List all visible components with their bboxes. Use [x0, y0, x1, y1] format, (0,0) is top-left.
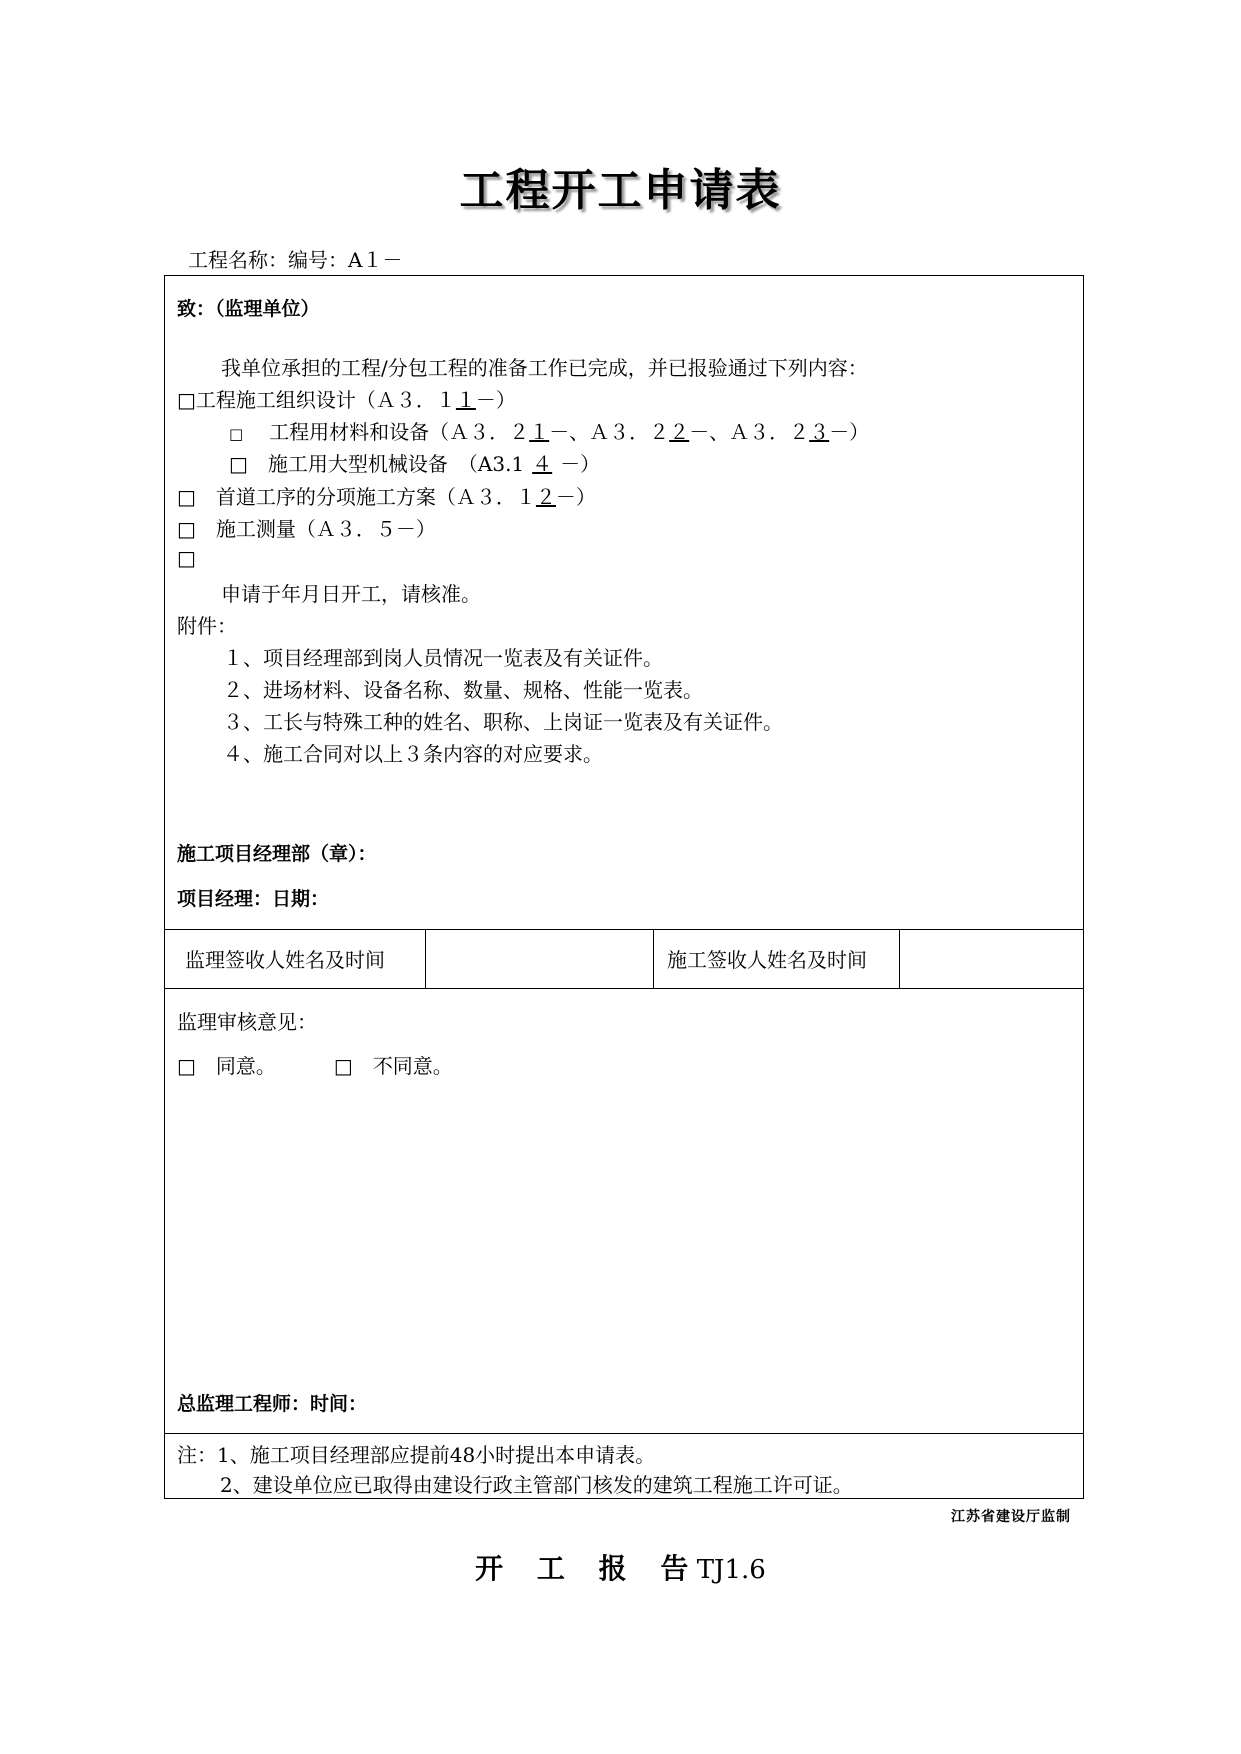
checklist-item: □ 首道工序的分项施工方案（Ａ３．１２－）	[177, 485, 596, 509]
manager-date: 项目经理：日期：	[177, 888, 330, 910]
divider	[165, 988, 1083, 989]
checkbox[interactable]: □	[229, 425, 244, 443]
checkbox[interactable]: □	[177, 546, 196, 570]
disagree-checkbox[interactable]: □	[333, 1054, 353, 1078]
attachment-item: ３、工长与特殊工种的姓名、职称、上岗证一览表及有关证件。	[223, 710, 783, 734]
intro-text: 我单位承担的工程/分包工程的准备工作已完成，并已报验通过下列内容：	[221, 356, 868, 380]
contractor-sign-label: 施工签收人姓名及时间	[667, 948, 867, 972]
addressee: 致：（监理单位）	[177, 298, 320, 320]
contractor-sign-field[interactable]	[899, 929, 1083, 988]
checklist-item: □ 工程用材料和设备（Ａ３．２１－、Ａ３．２２－、Ａ３．２３－）	[229, 420, 870, 444]
checklist-item: □ 施工用大型机械设备 （A3.1 ４ －）	[229, 452, 601, 476]
attachment-item: ４、施工合同对以上３条内容的对应要求。	[223, 742, 603, 766]
form-frame	[164, 275, 1084, 1499]
supervisor-sign-field[interactable]	[425, 929, 653, 988]
agree-checkbox[interactable]: □	[177, 1054, 196, 1078]
attachments-label: 附件：	[177, 614, 237, 638]
issuer-note: 江苏省建设厅监制	[951, 1509, 1071, 1525]
checklist-item: □ 施工测量（Ａ３．５－）	[177, 517, 436, 541]
review-options	[177, 1050, 453, 1079]
review-label: 监理审核意见：	[177, 1010, 317, 1034]
agree-label: 同意。	[215, 1054, 276, 1078]
chief-engineer: 总监理工程师：时间：	[177, 1393, 368, 1415]
report-heading	[0, 1547, 1241, 1587]
disagree-label: 不同意。	[372, 1054, 453, 1078]
note-1: 注：1、施工项目经理部应提前48小时提出本申请表。	[177, 1443, 656, 1467]
report-code: TJ1.6	[696, 1555, 766, 1585]
checkbox[interactable]: □	[177, 485, 196, 509]
checkbox[interactable]: □	[229, 452, 248, 476]
supervisor-sign-label: 监理签收人姓名及时间	[185, 948, 385, 972]
attachment-item: １、项目经理部到岗人员情况一览表及有关证件。	[223, 646, 663, 670]
checklist-item: □工程施工组织设计（Ａ３．１１－）	[177, 388, 516, 412]
checklist-item	[177, 546, 196, 570]
note-2: 2、建设单位应已取得由建设行政主管部门核发的建筑工程施工许可证。	[220, 1473, 853, 1497]
divider	[165, 1433, 1083, 1434]
form-title: 工程开工申请表	[459, 165, 782, 216]
checkbox[interactable]: □	[177, 517, 196, 541]
project-name-number: 工程名称：编号：A１－	[188, 248, 403, 272]
attachment-item: ２、进场材料、设备名称、数量、规格、性能一览表。	[223, 678, 703, 702]
checkbox[interactable]: □	[177, 388, 196, 412]
dept-seal: 施工项目经理部（章）：	[177, 843, 377, 865]
report-label: 开 工 报 告	[475, 1552, 689, 1585]
start-request: 申请于年月日开工，请核准。	[221, 582, 481, 606]
